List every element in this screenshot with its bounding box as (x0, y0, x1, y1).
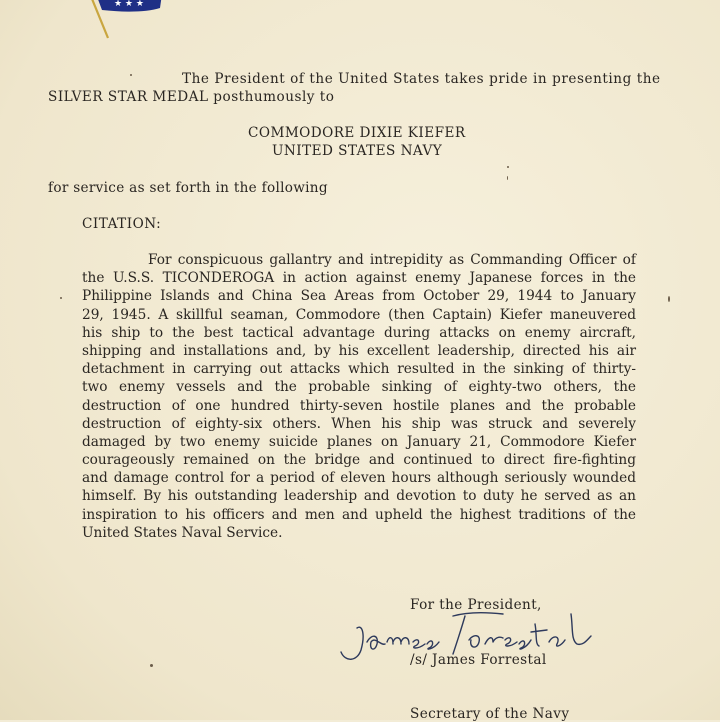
paper-speck (60, 297, 62, 299)
citation-line: 29, 1945. A skillful seaman, Commodore (then Captain) Kiefer maneuvered (82, 306, 636, 323)
intro-line-1: The President of the United States takes pride in presenting the (182, 71, 661, 87)
citation-line: and damage control for a period of eleven hours although seriously wounded (82, 470, 636, 487)
citation-line: detachment in carrying out attacks which resulted in the sinking of thirty- (82, 361, 636, 378)
citation-line: For conspicuous gallantry and intrepidity as Commanding Officer of (148, 252, 636, 268)
paper-speck (668, 296, 670, 302)
paper-speck (130, 74, 132, 76)
signed-name: /s/ James Forrestal (410, 652, 547, 668)
for-president-line: For the President, (410, 597, 542, 613)
svg-text:★ ★ ★: ★ ★ ★ (114, 0, 144, 9)
citation-line: destruction of one hundred thirty-seven hostile planes and the probable (82, 397, 636, 414)
honoree-service: UNITED STATES NAVY (272, 143, 443, 159)
citation-line: himself. By his outstanding leadership and devotion to duty he served as an (82, 488, 636, 505)
citation-line: courageously remained on the bridge and continued to direct fire-fighting (82, 452, 636, 469)
citation-line: the U.S.S. TICONDEROGA in action against enemy Japanese forces in the (82, 270, 636, 287)
secretary-title: Secretary of the Navy (410, 706, 570, 722)
citation-line: two enemy vessels and the probable sinking of eighty-two others, the (82, 379, 636, 396)
paper-speck (150, 664, 153, 667)
citation-line: damaged by two enemy suicide planes on January 21, Commodore Kiefer (82, 433, 636, 450)
honoree-name: COMMODORE DIXIE KIEFER (248, 125, 466, 141)
paper-speck (507, 176, 508, 180)
citation-line: United States Naval Service. (82, 524, 283, 541)
citation-line: Philippine Islands and China Sea Areas from October 29, 1944 to January (82, 288, 636, 305)
citation-line: his ship to the best tactical advantage during attacks on enemy aircraft, (82, 324, 636, 341)
citation-heading: CITATION: (82, 216, 162, 232)
intro-line-2: SILVER STAR MEDAL posthumously to (48, 89, 335, 105)
citation-line: inspiration to his officers and men and upheld the highest traditions of the (82, 506, 636, 523)
citation-body (82, 251, 636, 542)
service-line: for service as set forth in the following (48, 180, 328, 196)
navy-flag-icon (88, 0, 178, 44)
citation-line: destruction of eighty-six others. When his ship was struck and severely (82, 415, 636, 432)
citation-line: shipping and installations and, by his excellent leadership, directed his air (82, 342, 636, 359)
paper-speck (507, 166, 509, 168)
